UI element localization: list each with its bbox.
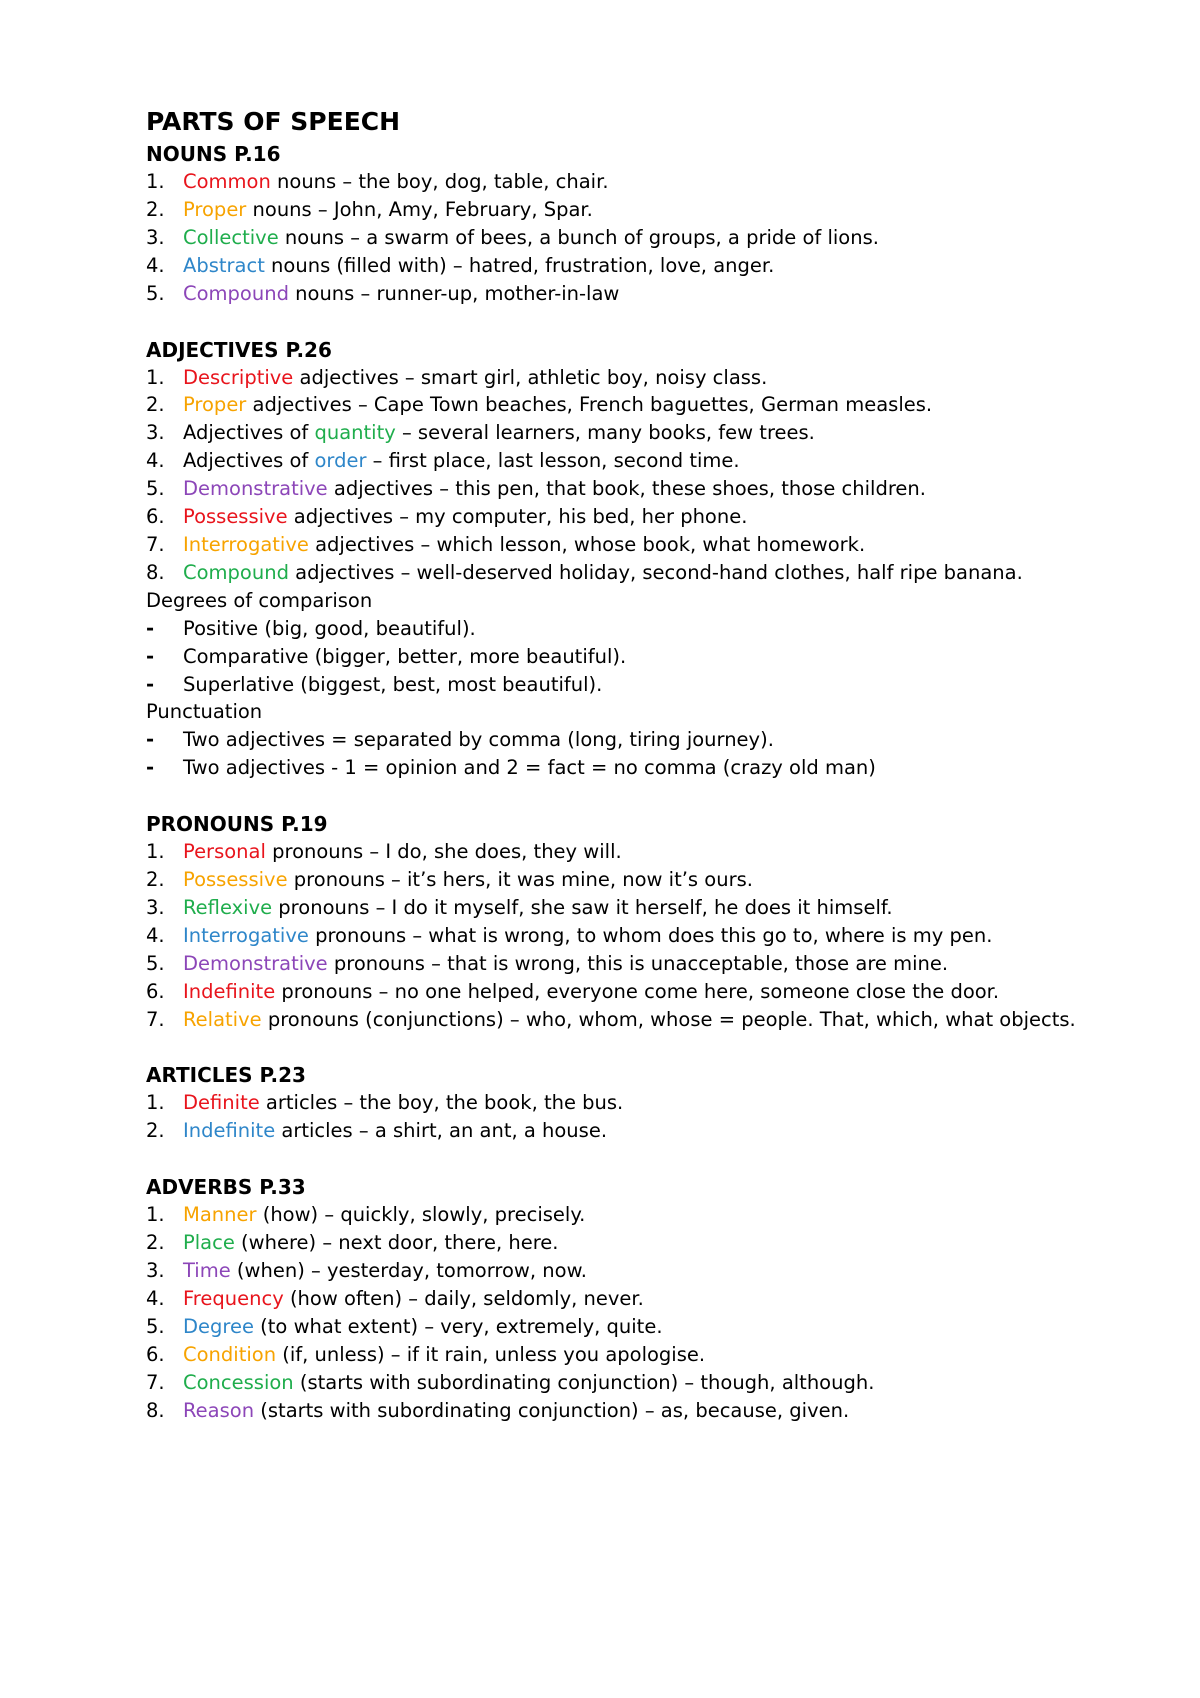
item-description: pronouns – I do it myself, she saw it herself, he does it himself.: [272, 895, 893, 919]
item-term: Interrogative: [183, 532, 309, 556]
item-number: 3.: [146, 421, 165, 445]
section: [146, 1173, 1100, 1424]
subsection-label: Punctuation: [146, 700, 263, 724]
bullet-text: Superlative (biggest, best, most beautiful).: [183, 672, 603, 696]
item-description: – first place, last lesson, second time.: [366, 449, 740, 473]
item-number: 5.: [146, 281, 165, 305]
section-lines: [146, 364, 1100, 783]
bullet-item: [146, 615, 1100, 643]
item-number: 5.: [146, 477, 165, 501]
item-text: [183, 419, 1100, 447]
item-description: (how often) – daily, seldomly, never.: [283, 1287, 644, 1310]
item-number: 3.: [146, 895, 165, 919]
bullet-item: [146, 726, 1100, 754]
item-number: 2.: [146, 197, 165, 221]
list-item: [146, 1201, 1100, 1229]
section-lines: [146, 838, 1100, 1033]
item-number: 8.: [146, 560, 165, 584]
item-number: 7.: [146, 1370, 165, 1394]
list-item: [146, 503, 1100, 531]
item-text: [183, 950, 1100, 978]
item-description: pronouns – no one helped, everyone come here, someone close the door.: [275, 979, 1000, 1003]
item-text: [183, 1229, 1100, 1257]
item-description: articles – the boy, the book, the bus.: [259, 1091, 624, 1115]
list-item: [146, 1369, 1100, 1397]
bullet-dash: -: [146, 728, 155, 752]
list-item: [146, 475, 1100, 503]
item-term: Degree: [183, 1314, 254, 1338]
bullet-item: [146, 754, 1100, 782]
bullet-item: [146, 671, 1100, 699]
document-title: PARTS OF SPEECH: [146, 107, 401, 136]
item-text: [183, 1369, 1100, 1397]
item-description: nouns – the boy, dog, table, chair.: [270, 170, 609, 193]
item-number: 8.: [146, 1398, 165, 1422]
section-heading: ADVERBS P.33: [146, 1175, 306, 1200]
item-description: (when) – yesterday, tomorrow, now.: [230, 1259, 587, 1283]
item-text: [183, 224, 1100, 252]
item-description: (to what extent) – very, extremely, quite.: [253, 1314, 663, 1338]
item-term: Concession: [183, 1370, 294, 1394]
item-description: adjectives – Cape Town beaches, French baguettes, German measles.: [246, 393, 933, 417]
item-description: adjectives – this pen, that book, these shoes, those children.: [327, 477, 926, 501]
item-number: 4.: [146, 1287, 165, 1310]
item-text: [183, 1006, 1100, 1034]
item-number: 1.: [146, 1203, 165, 1227]
item-number: 1.: [146, 840, 165, 864]
section: [146, 810, 1100, 1033]
item-description: pronouns (conjunctions) – who, whom, whose = people. That, which, what objects.: [261, 1007, 1076, 1031]
item-text: [183, 531, 1100, 559]
item-term: Manner: [183, 1203, 257, 1227]
item-description: pronouns – it’s hers, it was mine, now it’s ours.: [287, 868, 753, 892]
section-lines: [146, 1089, 1100, 1145]
list-item: [146, 1229, 1100, 1257]
list-item: [146, 280, 1100, 308]
item-term: quantity: [314, 421, 396, 445]
item-description: pronouns – that is wrong, this is unacceptable, those are mine.: [327, 951, 949, 975]
item-term: Compound: [183, 560, 289, 584]
item-description: pronouns – what is wrong, to whom does this go to, where is my pen.: [308, 923, 993, 947]
item-text: [183, 447, 1100, 475]
item-text: [183, 1117, 1100, 1145]
item-text: [183, 364, 1100, 392]
list-item: [146, 364, 1100, 392]
item-number: 1.: [146, 365, 165, 389]
list-item: [146, 419, 1100, 447]
item-term: Descriptive: [183, 365, 294, 389]
item-number: 3.: [146, 225, 165, 249]
item-text: [183, 252, 1100, 280]
item-term: Indefinite: [183, 979, 276, 1003]
item-description: (where) – next door, there, here.: [234, 1231, 559, 1255]
list-item: [146, 391, 1100, 419]
item-text: [183, 894, 1100, 922]
bullet-text: Comparative (bigger, better, more beautiful).: [183, 644, 627, 668]
section-lines: [146, 1201, 1100, 1424]
item-text: [183, 978, 1100, 1006]
item-term: Possessive: [183, 868, 288, 892]
item-text: [183, 1313, 1100, 1341]
item-number: 6.: [146, 979, 165, 1003]
item-number: 2.: [146, 1231, 165, 1255]
item-text: [183, 838, 1100, 866]
item-term: Collective: [183, 225, 279, 249]
list-item: [146, 559, 1100, 587]
item-description: nouns – John, Amy, February, Spar.: [246, 197, 593, 221]
item-term: Proper: [183, 393, 247, 417]
item-description: (starts with subordinating conjunction) – though, although.: [293, 1370, 875, 1394]
list-item: [146, 168, 1100, 196]
item-number: 3.: [146, 1259, 165, 1283]
item-term: Frequency: [183, 1287, 284, 1310]
item-term: Common: [183, 170, 271, 193]
item-description: adjectives – which lesson, whose book, what homework.: [308, 532, 866, 556]
section-heading: ADJECTIVES P.26: [146, 337, 332, 362]
item-description: adjectives – my computer, his bed, her phone.: [287, 505, 748, 529]
bullet-text: Two adjectives - 1 = opinion and 2 = fact = no comma (crazy old man): [183, 756, 876, 780]
list-item: [146, 1397, 1100, 1425]
item-term: Reason: [183, 1398, 255, 1422]
item-prefix: Adjectives of: [183, 421, 315, 445]
item-text: [183, 1201, 1100, 1229]
item-term: Abstract: [183, 253, 265, 277]
item-text: [183, 922, 1100, 950]
list-item: [146, 894, 1100, 922]
item-description: adjectives – well-deserved holiday, second-hand clothes, half ripe banana.: [288, 560, 1023, 584]
item-text: [183, 866, 1100, 894]
section: [146, 1061, 1100, 1145]
item-number: 4.: [146, 923, 165, 947]
list-item: [146, 224, 1100, 252]
item-text: [183, 503, 1100, 531]
item-term: Relative: [183, 1007, 262, 1031]
list-item: [146, 1257, 1100, 1285]
item-term: order: [314, 449, 367, 473]
item-term: Place: [183, 1231, 235, 1255]
item-term: Proper: [183, 197, 247, 221]
section: [146, 140, 1100, 308]
bullet-item: [146, 643, 1100, 671]
item-description: adjectives – smart girl, athletic boy, noisy class.: [293, 365, 768, 389]
item-term: Indefinite: [183, 1119, 276, 1143]
item-description: articles – a shirt, an ant, a house.: [275, 1119, 608, 1143]
item-text: [183, 1285, 1100, 1313]
item-text: [183, 475, 1100, 503]
item-number: 2.: [146, 393, 165, 417]
section-heading: ARTICLES P.23: [146, 1063, 306, 1088]
item-description: (starts with subordinating conjunction) – as, because, given.: [254, 1398, 850, 1422]
list-item: [146, 838, 1100, 866]
item-text: [183, 280, 1100, 308]
item-number: 4.: [146, 449, 165, 473]
item-term: Demonstrative: [183, 951, 328, 975]
list-item: [146, 1117, 1100, 1145]
list-item: [146, 196, 1100, 224]
item-text: [183, 168, 1100, 196]
item-description: nouns – a swarm of bees, a bunch of groups, a pride of lions.: [278, 225, 879, 249]
section-heading: NOUNS P.16: [146, 142, 281, 166]
bullet-dash: -: [146, 672, 155, 696]
item-description: nouns – runner-up, mother-in-law: [288, 281, 620, 305]
item-number: 1.: [146, 170, 165, 193]
item-term: Definite: [183, 1091, 260, 1115]
list-item: [146, 866, 1100, 894]
list-item: [146, 447, 1100, 475]
bullet-text: Two adjectives = separated by comma (long, tiring journey).: [183, 728, 774, 752]
section: [146, 336, 1100, 783]
item-number: 4.: [146, 253, 165, 277]
item-number: 7.: [146, 532, 165, 556]
item-prefix: Adjectives of: [183, 449, 315, 473]
item-description: (how) – quickly, slowly, precisely.: [256, 1203, 586, 1227]
list-item: [146, 978, 1100, 1006]
bullet-dash: -: [146, 756, 155, 780]
item-text: [183, 196, 1100, 224]
item-number: 2.: [146, 1119, 165, 1143]
section-lines: [146, 168, 1100, 308]
list-item: [146, 922, 1100, 950]
item-number: 2.: [146, 868, 165, 892]
sections-container: [146, 140, 1100, 1425]
list-item: [146, 950, 1100, 978]
item-term: Compound: [183, 281, 289, 305]
item-text: [183, 559, 1100, 587]
item-number: 7.: [146, 1007, 165, 1031]
item-description: pronouns – I do, she does, they will.: [265, 840, 622, 864]
bullet-text: Positive (big, good, beautiful).: [183, 616, 476, 640]
list-item: [146, 1089, 1100, 1117]
list-item: [146, 1341, 1100, 1369]
item-number: 5.: [146, 1314, 165, 1338]
item-number: 1.: [146, 1091, 165, 1115]
list-item: [146, 1313, 1100, 1341]
item-term: Time: [183, 1259, 231, 1283]
item-number: 5.: [146, 951, 165, 975]
item-text: [183, 1397, 1100, 1425]
item-text: [183, 1341, 1100, 1369]
item-term: Condition: [183, 1342, 277, 1366]
list-item: [146, 1285, 1100, 1313]
item-text: [183, 1257, 1100, 1285]
item-term: Possessive: [183, 505, 288, 529]
bullet-dash: -: [146, 644, 155, 668]
section-heading: PRONOUNS P.19: [146, 812, 328, 837]
item-term: Demonstrative: [183, 477, 328, 501]
list-item: [146, 531, 1100, 559]
item-description: – several learners, many books, few trees.: [395, 421, 815, 445]
item-number: 6.: [146, 1342, 165, 1366]
item-description: (if, unless) – if it rain, unless you apologise.: [276, 1342, 706, 1366]
item-text: [183, 1089, 1100, 1117]
item-term: Reflexive: [183, 895, 273, 919]
list-item: [146, 252, 1100, 280]
bullet-dash: -: [146, 616, 155, 640]
item-term: Interrogative: [183, 923, 309, 947]
subsection-label: Degrees of comparison: [146, 588, 373, 612]
item-term: Personal: [183, 840, 266, 864]
item-description: nouns (filled with) – hatred, frustration, love, anger.: [264, 253, 775, 277]
item-text: [183, 391, 1100, 419]
list-item: [146, 1006, 1100, 1034]
item-number: 6.: [146, 505, 165, 529]
